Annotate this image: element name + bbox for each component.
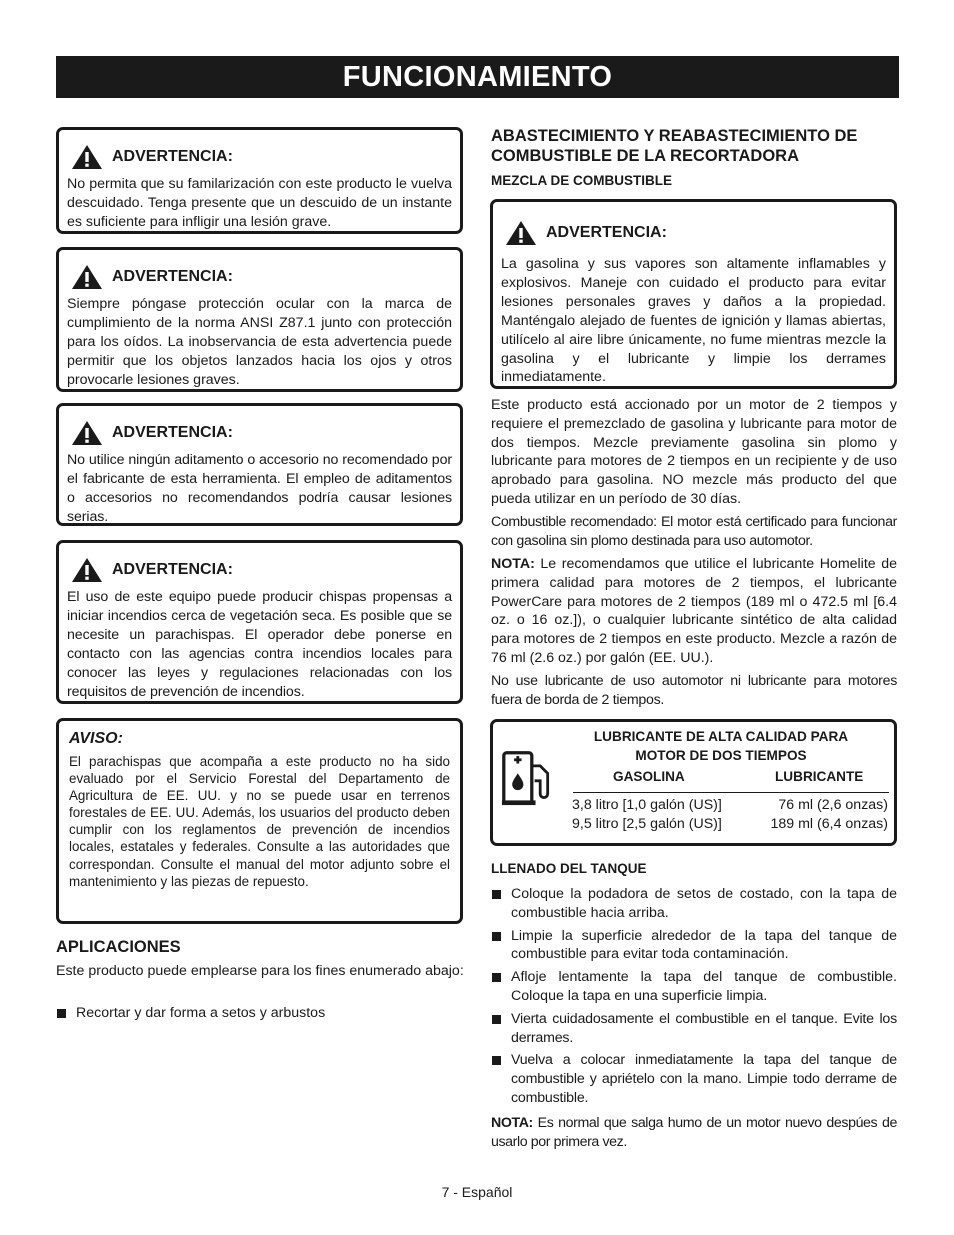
warning-header [71,144,452,170]
warning-box-4 [56,540,463,704]
square-bullet-icon [492,1015,501,1024]
fuel-mix-table [490,719,897,846]
list-item [491,927,897,965]
warning-label: ADVERTENCIA: [112,424,233,441]
square-bullet-icon [492,890,501,899]
warning-triangle-icon [71,420,103,446]
fuel-table-title: LUBRICANTE DE ALTA CALIDAD PARA MOTOR DE DOS TIEMPOS [593,729,849,763]
warning-label: ADVERTENCIA: [112,268,233,285]
warning-box-2 [56,247,463,392]
warning-text: Siempre póngase protección ocular con la marca de cumplimiento de la norma ANSI Z87.1 junto con protección para los oídos. La inobservancia de esta advertencia puede permitir que los objetos lanzados hacia los ojos y otros provocarle lesiones graves. [67,296,452,388]
warning-header [71,264,452,290]
fuel-mix-subheading: MEZCLA DE COMBUSTIBLE [491,173,672,188]
warning-box-1 [56,127,463,234]
list-item-text: Vuelva a colocar inmediatamente la tapa del tanque de combustible y apriételo con la mano. Limpie todo derrame de combustible. [511,1052,897,1106]
fuel-note [491,555,897,668]
warning-label: ADVERTENCIA: [112,561,233,578]
warning-triangle-icon [71,557,103,583]
note-text: Le recomendamos que utilice el lubricante Homelite de primera calidad para motores de 2 tiempos, el lubricante PowerCare para motores de 2 tiempos (189 ml o 472.5 ml [6.4 oz. o 16 oz.]), o cualquier lubricante sintético de alta calidad para motores de 2 tiempos en este producto. Mezcle a razón de 76 ml (2.6 oz.) por galón (EE. UU.). [491,556,897,666]
list-item [56,1004,466,1023]
warning-header [505,220,886,246]
aplicaciones-heading: APLICACIONES [56,938,181,956]
fuel-warning-box [490,199,897,389]
list-item [491,968,897,1006]
aplicaciones-list [56,1004,466,1027]
warning-box-3 [56,403,463,526]
llenado-list [491,885,897,1112]
table-divider [573,792,889,793]
fuel-paragraph-1: Este producto está accionado por un motor de 2 tiempos y requiere el premezclado de gasolina y lubricante para motor de dos tiempos. Mezcle previamente gasolina sin plomo y lubricante para motores de 2 tiempos en un recipiente y de uso aprobado para gasolina. NO mezcle más producto del que pueda utilizar en un período de 30 días. [491,397,897,507]
list-item-text: Vierta cuidadosamente el combustible en el tanque. Evite los derrames. [511,1010,897,1046]
list-item-text: Afloje lentamente la tapa del tanque de combustible. Coloque la tapa en una superficie limpia. [511,969,897,1004]
list-item-text: Recortar y dar forma a setos y arbustos [76,1005,326,1021]
aplicaciones-intro: Este producto puede emplearse para los fines enumerado abajo: [56,963,464,979]
aviso-box [56,718,463,924]
warning-header [71,420,452,446]
list-item [491,1010,897,1048]
list-item [491,885,897,923]
page-footer: 7 - Español [441,1184,513,1200]
warning-text: No utilice ningún aditamento o accesorio no recomendado por el fabricante de esta herramienta. El empleo de aditamentos o accesorios no recomendandos podría causar lesiones serias. [67,452,452,525]
table-cell-oil: 189 ml (6,4 onzas) [770,816,888,832]
lubricante-header: LUBRICANTE [775,769,864,784]
warning-text: No permita que su familarización con este producto le vuelva descuidado. Tenga presente que un descuido de un instante es suficiente para infligir una lesión grave. [67,176,452,230]
warning-label: ADVERTENCIA: [112,148,233,165]
table-cell-gas: 3,8 litro [1,0 galón (US)] [572,797,722,813]
square-bullet-icon [492,932,501,941]
note-label: NOTA: [491,1115,533,1131]
list-item-text: Coloque la podadora de setos de costado, con la tapa de combustible hacia arriba. [511,886,897,921]
warning-triangle-icon [71,144,103,170]
gasolina-header: GASOLINA [613,769,685,784]
llenado-note [491,1114,897,1152]
fuel-pump-icon [501,748,557,808]
aviso-label: AVISO: [69,730,123,747]
warning-header [71,557,452,583]
note-label: NOTA: [491,556,535,572]
llenado-heading: LLENADO DEL TANQUE [491,861,647,876]
square-bullet-icon [57,1009,66,1018]
warning-text: La gasolina y sus vapores son altamente inflamables y explosivos. Maneje con cuidado el producto para evitar lesiones personales graves y daños a la propiedad. Manténgalo alejado de fuentes de ignición y llamas abiertas, utilícelo al aire libre únicamente, no fume mientras mezcle la gasolina y el lubricante y limpie los derrames inmediatamente. [501,256,886,386]
square-bullet-icon [492,973,501,982]
square-bullet-icon [492,1056,501,1065]
fuel-section-heading: ABASTECIMIENTO Y REABASTECIMIENTO DE COMBUSTIBLE DE LA RECORTADORA [491,127,858,165]
fuel-paragraph-3: No use lubricante de uso automotor ni lubricante para motores fuera de borda de 2 tiempos. [491,673,897,708]
warning-text: El uso de este equipo puede producir chispas propensas a iniciar incendios cerca de vegetación seca. Es posible que se necesite un parachispas. El operador debe ponerse en contacto con las agencias contra incendios locales para conocer las leyes y regulaciones relacionadas con los requisitos de prevención de incendios. [67,589,452,700]
fuel-paragraph-2: Combustible recomendado: El motor está certificado para funcionar con gasolina sin plomo destinada para uso automotor. [491,514,897,549]
table-cell-gas: 9,5 litro [2,5 galón (US)] [572,816,722,832]
list-item [491,1051,897,1107]
warning-triangle-icon [505,220,537,246]
warning-label: ADVERTENCIA: [546,224,667,241]
page-title: FUNCIONAMIENTO [56,56,899,98]
warning-triangle-icon [71,264,103,290]
list-item-text: Limpie la superficie alrededor de la tapa del tanque de combustible para evitar toda contaminación. [511,927,897,963]
note-text: Es normal que salga humo de un motor nuevo despúes de usarlo por primera vez. [491,1115,897,1150]
aviso-text: El parachispas que acompaña a este producto no ha sido evaluado por el Servicio Forestal del Departamento de Agricultura de EE. UU. y no se puede usar en terrenos forestales de EE. UU. Además, los usuarios del producto deben cumplir con los reglamentos de prevención de incendios locales, estatales y federales. Consulte a las autoridades que correspondan. Consulte el manual del motor adjunto sobre el mantenimiento y las piezas de repuesto. [69,754,450,889]
table-cell-oil: 76 ml (2,6 onzas) [778,797,888,813]
